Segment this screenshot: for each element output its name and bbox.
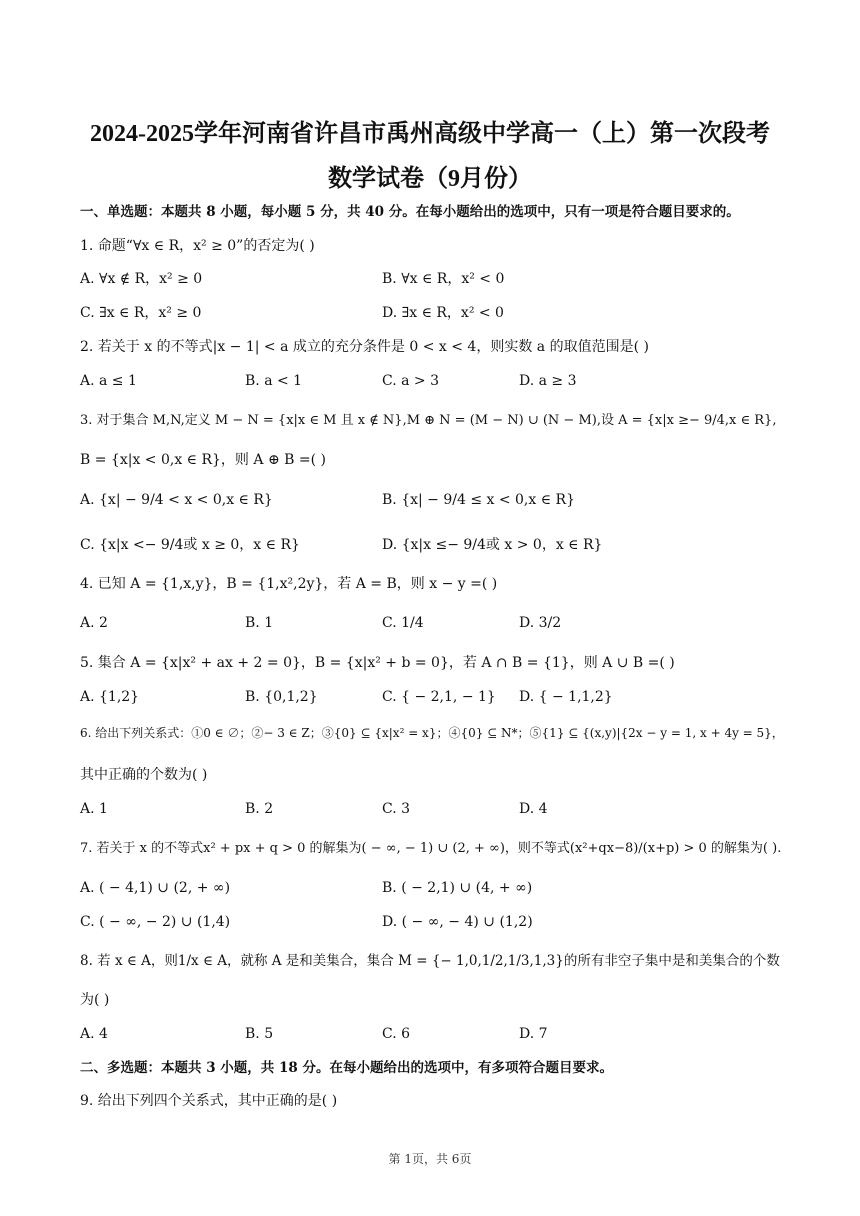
- question-8-option-d: D. 7: [519, 1026, 548, 1042]
- question-8-stem-line2: 为( ): [80, 992, 110, 1008]
- question-7-option-d: D. ( − ∞, − 4) ∪ (1,2): [382, 914, 533, 930]
- question-3-option-d: D. {x|x ≤− 9/4或 x > 0，x ∈ R}: [382, 537, 603, 553]
- section-heading-multiple-choice: 二、多选题：本题共 3 小题，共 18 分。在每小题给出的选项中，有多项符合题目要求。: [80, 1060, 613, 1076]
- question-2-option-a: A. a ≤ 1: [80, 373, 137, 389]
- question-4-option-a: A. 2: [80, 615, 108, 631]
- exam-title-line2: 数学试卷（9月份）: [328, 166, 532, 192]
- question-3-option-a: A. {x| − 9/4 < x < 0,x ∈ R}: [80, 492, 273, 508]
- question-6-stem-line2: 其中正确的个数为( ): [80, 767, 208, 783]
- question-7-option-b: B. ( − 2,1) ∪ (4, + ∞): [382, 880, 533, 896]
- question-9-stem: 9. 给出下列四个关系式，其中正确的是( ): [80, 1093, 338, 1109]
- question-2-option-d: D. a ≥ 3: [519, 373, 577, 389]
- question-1-option-a: A. ∀x ∉ R，x² ≥ 0: [80, 271, 203, 287]
- question-2-option-c: C. a > 3: [382, 373, 439, 389]
- question-8-option-b: B. 5: [245, 1026, 274, 1042]
- question-1-option-b: B. ∀x ∈ R，x² < 0: [382, 271, 505, 287]
- question-6-stem-line1: 6. 给出下列关系式：①0 ∈ ∅；②− 3 ∈ Z；③{0} ⊆ {x|x² = x}；④{0} ⊆ N*；⑤{1} ⊆ {(x,y)|{2x − y = 1, x + 4y = 5}，: [80, 726, 784, 740]
- question-8-option-c: C. 6: [382, 1026, 411, 1042]
- question-5-option-a: A. {1,2}: [80, 689, 140, 705]
- question-2-stem: 2. 若关于 x 的不等式|x − 1| < a 成立的充分条件是 0 < x < 4，则实数 a 的取值范围是( ): [80, 339, 649, 355]
- question-4-option-d: D. 3/2: [519, 615, 562, 631]
- exam-title-line1: 2024-2025学年河南省许昌市禹州高级中学高一（上）第一次段考: [90, 121, 770, 147]
- question-5-stem: 5. 集合 A = {x|x² + ax + 2 = 0}，B = {x|x² + b = 0}，若 A ∩ B = {1}，则 A ∪ B =( ): [80, 655, 675, 671]
- question-6-option-b: B. 2: [245, 801, 274, 817]
- section-heading-single-choice: 一、单选题：本题共 8 小题，每小题 5 分，共 40 分。在每小题给出的选项中，只有一项是符合题目要求的。: [80, 204, 740, 220]
- question-4-option-b: B. 1: [245, 615, 274, 631]
- question-4-option-c: C. 1/4: [382, 615, 424, 631]
- question-6-option-d: D. 4: [519, 801, 548, 817]
- question-1-option-d: D. ∃x ∈ R，x² < 0: [382, 305, 504, 321]
- question-4-stem: 4. 已知 A = {1,x,y}，B = {1,x²,2y}，若 A = B，则 x − y =( ): [80, 576, 498, 592]
- question-6-option-c: C. 3: [382, 801, 411, 817]
- question-7-option-a: A. ( − 4,1) ∪ (2, + ∞): [80, 880, 231, 896]
- question-3-option-c: C. {x|x <− 9/4或 x ≥ 0，x ∈ R}: [80, 537, 300, 553]
- question-3-stem-line2: B = {x|x < 0,x ∈ R}，则 A ⊕ B =( ): [80, 452, 326, 468]
- question-3-stem-line1: 3. 对于集合 M,N,定义 M − N = {x|x ∈ M 且 x ∉ N},M ⊕ N = (M − N) ∪ (N − M),设 A = {x|x ≥− 9/4,x ∈ R},: [80, 413, 777, 428]
- question-6-option-a: A. 1: [80, 801, 108, 817]
- question-1-option-c: C. ∃x ∈ R，x² ≥ 0: [80, 305, 202, 321]
- question-8-stem-line1: 8. 若 x ∈ A，则1/x ∈ A，就称 A 是和美集合，集合 M = {− 1,0,1/2,1/3,1,3}的所有非空子集中是和美集合的个数: [80, 953, 780, 969]
- question-7-option-c: C. ( − ∞, − 2) ∪ (1,4): [80, 914, 231, 930]
- question-5-option-b: B. {0,1,2}: [245, 689, 318, 705]
- question-5-option-c: C. { − 2,1, − 1}: [382, 689, 496, 705]
- question-2-option-b: B. a < 1: [245, 373, 303, 389]
- question-3-option-b: B. {x| − 9/4 ≤ x < 0,x ∈ R}: [382, 492, 575, 508]
- question-7-stem: 7. 若关于 x 的不等式x² + px + q > 0 的解集为( − ∞, − 1) ∪ (2, + ∞)，则不等式(x²+qx−8)/(x+p) > 0 的解集为( ).: [80, 841, 782, 856]
- page-footer: 第 1页，共 6页: [388, 1152, 472, 1166]
- question-1-stem: 1. 命题“∀x ∈ R，x² ≥ 0”的否定为( ): [80, 238, 315, 254]
- question-5-option-d: D. { − 1,1,2}: [519, 689, 613, 705]
- question-8-option-a: A. 4: [80, 1026, 108, 1042]
